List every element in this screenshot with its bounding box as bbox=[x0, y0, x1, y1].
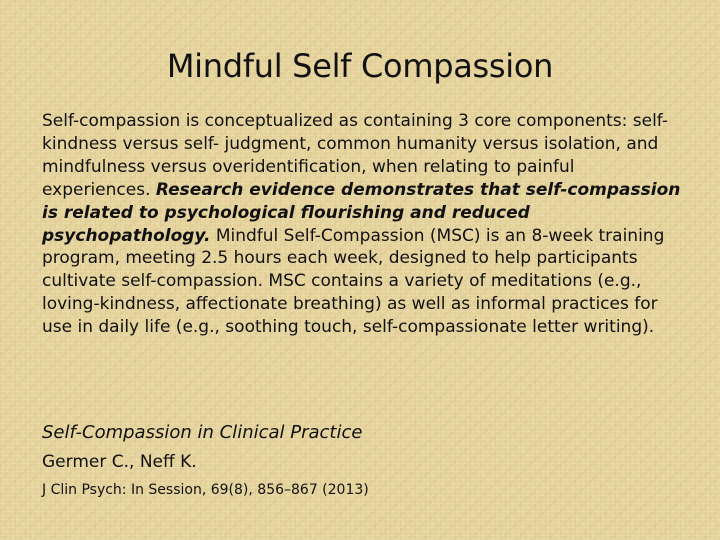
reference-journal: J Clin Psych: In Session, 69(8), 856–867 (2013) bbox=[42, 482, 369, 498]
body-intro-text: Self-compassion is conceptualized as containing 3 core components: self-kindness versus self- judgment, common humanity versus isolation, and mindfulness versus overidentification, when relating to painful experiences. bbox=[42, 111, 668, 200]
body-rest-text: Mindful Self-Compassion (MSC) is an 8-week training program, meeting 2.5 hours each week, designed to help participants cultivate self-compassion. MSC contains a variety of meditations (e.g., loving-kindness, affectionate breathing) as well as informal practices for use in daily life (e.g., soothing touch, self-compassionate letter writing). bbox=[42, 225, 665, 338]
slide-title: Mindful Self Compassion bbox=[166, 47, 554, 85]
body-emphasis-text: Research evidence demonstrates that self-compassion is related to psychological flourishing and reduced psychopathology. bbox=[42, 179, 681, 246]
reference-title: Self-Compassion in Clinical Practice bbox=[42, 422, 363, 443]
slide-body bbox=[42, 110, 682, 339]
reference-authors: Germer C., Neff K. bbox=[42, 452, 197, 472]
